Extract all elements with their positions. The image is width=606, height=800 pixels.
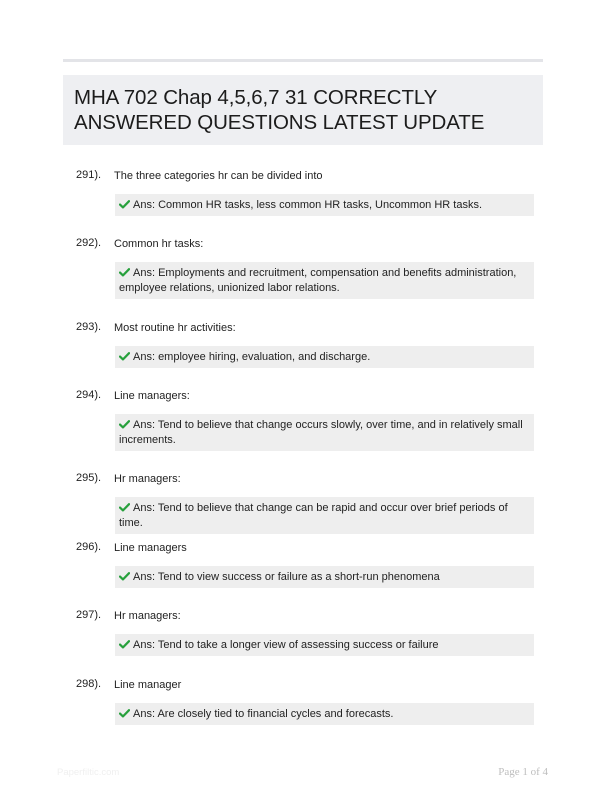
answer-text: Ans: employee hiring, evaluation, and discharge. (133, 351, 371, 363)
page-number: Page 1 of 4 (498, 766, 548, 778)
answer-text: Ans: Tend to believe that change can be rapid and occur over brief periods of time. (119, 502, 508, 529)
footer-watermark: Paperfiltic.com (57, 767, 120, 778)
answer-box (115, 194, 534, 216)
answer-box (115, 262, 534, 299)
question-number: 295). (76, 472, 102, 484)
answer-box (115, 497, 534, 534)
answer-text: Ans: Employments and recruitment, compensation and benefits administration, employee relations, unionized labor relations. (119, 267, 517, 294)
answer-text: Ans: Tend to view success or failure as a short-run phenomena (133, 571, 440, 583)
question-number: 298). (76, 678, 102, 690)
question-number: 293). (76, 321, 102, 333)
answer-box (115, 414, 534, 451)
question-text: Line managers (114, 542, 187, 554)
question-text: Common hr tasks: (114, 238, 204, 250)
question-text: Line manager (114, 679, 182, 691)
question-text: Hr managers: (114, 610, 181, 622)
question-text: Line managers: (114, 390, 190, 402)
question-number: 297). (76, 609, 102, 621)
check-icon (119, 709, 130, 718)
question-text: The three categories hr can be divided into (114, 170, 323, 182)
answer-box (115, 346, 534, 368)
question-number: 291). (76, 169, 102, 181)
top-divider (63, 59, 543, 62)
answer-text: Ans: Tend to take a longer view of assessing success or failure (133, 639, 439, 651)
check-icon (119, 503, 130, 512)
document-title: MHA 702 Chap 4,5,6,7 31 CORRECTLY ANSWERED QUESTIONS LATEST UPDATE (74, 86, 485, 134)
title-banner (63, 75, 543, 145)
check-icon (119, 420, 130, 429)
question-text: Hr managers: (114, 473, 181, 485)
question-number: 292). (76, 237, 102, 249)
check-icon (119, 200, 130, 209)
check-icon (119, 352, 130, 361)
question-number: 294). (76, 389, 102, 401)
check-icon (119, 268, 130, 277)
question-number: 296). (76, 541, 102, 553)
question-text: Most routine hr activities: (114, 322, 236, 334)
answer-box (115, 566, 534, 588)
answer-box (115, 703, 534, 725)
check-icon (119, 572, 130, 581)
answer-box (115, 634, 534, 656)
check-icon (119, 640, 130, 649)
answer-text: Ans: Are closely tied to financial cycles and forecasts. (133, 708, 394, 720)
answer-text: Ans: Common HR tasks, less common HR tasks, Uncommon HR tasks. (133, 199, 483, 211)
answer-text: Ans: Tend to believe that change occurs slowly, over time, and in relatively small increments. (119, 419, 523, 446)
